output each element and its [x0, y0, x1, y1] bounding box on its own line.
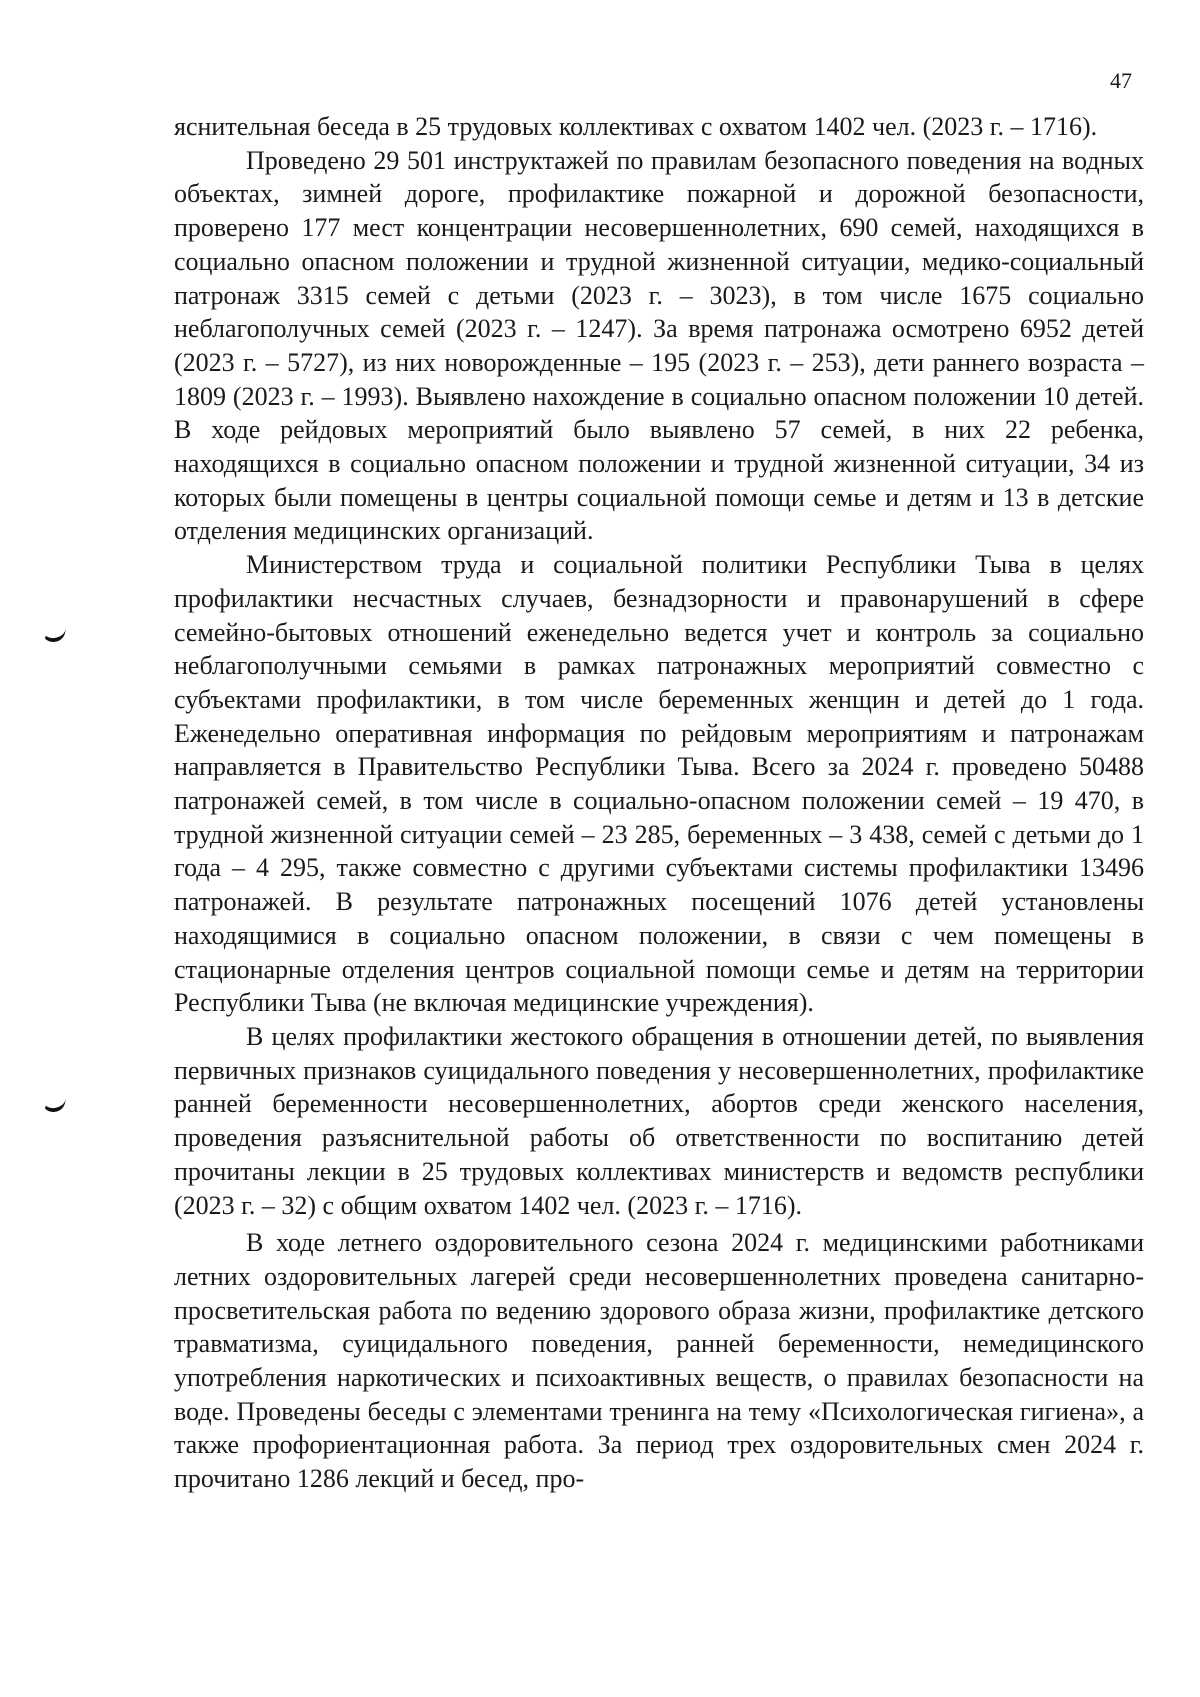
paragraph: Проведено 29 501 инструктажей по правилам безопасного поведения на водных объектах, зимней дороге, профилактике пожарной и дорожной безопасности, проверено 177 мест концентрации несовершеннолетних, 690 семей, находящихся в социально опасном положении и трудной жизненной ситуации, медико-социальный патронаж 3315 семей с детьми (2023 г. – 3023), в том числе 1675 социально неблагополучных семей (2023 г. – 1247). За время патронажа осмотрено 6952 детей (2023 г. – 5727), из них новорожденные – 195 (2023 г. – 253), дети раннего возраста – 1809 (2023 г. – 1993). Выявлено нахождение в социально опасном положении 10 детей. В ходе рейдовых мероприятий было выявлено 57 семей, в них 22 ребенка, находящихся в социально опасном положении и трудной жизненной ситуации, 34 из которых были помещены в центры социальной помощи семье и детям и 13 в детские отделения медицинских организаций. [174, 145, 1144, 546]
paragraph: В ходе летнего оздоровительного сезона 2024 г. медицинскими работниками летних оздоровительных лагерей среди несовершеннолетних проведена санитарно-просветительская работа по ведению здорового образа жизни, профилактике детского травматизма, суицидального поведения, ранней беременности, немедицинского употребления наркотических и психоактивных веществ, о правилах безопасности на воде. Проведены беседы с элементами тренинга на тему «Психологическая гигиена», а также профориентационная работа. За период трех оздоровительных смен 2024 г. прочитано 1286 лекций и бесед, про- [174, 1228, 1144, 1494]
scan-mark [41, 1094, 67, 1113]
paragraph: Министерством труда и социальной политики Республики Тыва в целях профилактики несчастных случаев, безнадзорности и правонарушений в сфере семейно-бытовых отношений еженедельно ведется учет и контроль за социально неблагополучными семьями в рамках патронажных мероприятий совместно с субъектами профилактики, в том числе беременных женщин и детей до 1 года. Еженедельно оперативная информация по рейдовым мероприятиям и патронажам направляется в Правительство Республики Тыва. Всего за 2024 г. проведено 50488 патронажей семей, в том числе в социально-опасном положении семей – 19 470, в трудной жизненной ситуации семей – 23 285, беременных – 3 438, семей с детьми до 1 года – 4 295, также совместно с другими субъектами системы профилактики 13496 патронажей. В результате патронажных посещений 1076 детей установлены находящимися в социально опасном положении, в связи с чем помещены в стационарные отделения центров социальной помощи семье и детям на территории Республики Тыва (не включая медицинские учреждения). [174, 550, 1144, 1018]
scan-mark [41, 624, 67, 643]
paragraph-continuation: яснительная беседа в 25 трудовых коллективах с охватом 1402 чел. (2023 г. – 1716). [174, 112, 1098, 141]
paragraph: В целях профилактики жестокого обращения в отношении детей, по выявления первичных признаков суицидального поведения у несовершеннолетних, профилактике ранней беременности несовершеннолетних, абортов среди женского населения, проведения разъяснительной работы об ответственности по воспитанию детей прочитаны лекции в 25 трудовых коллективах министерств и ведомств республики (2023 г. – 32) с общим охватом 1402 чел. (2023 г. – 1716). [174, 1021, 1144, 1220]
page-number: 47 [1110, 68, 1132, 93]
document-body [174, 110, 1144, 1496]
